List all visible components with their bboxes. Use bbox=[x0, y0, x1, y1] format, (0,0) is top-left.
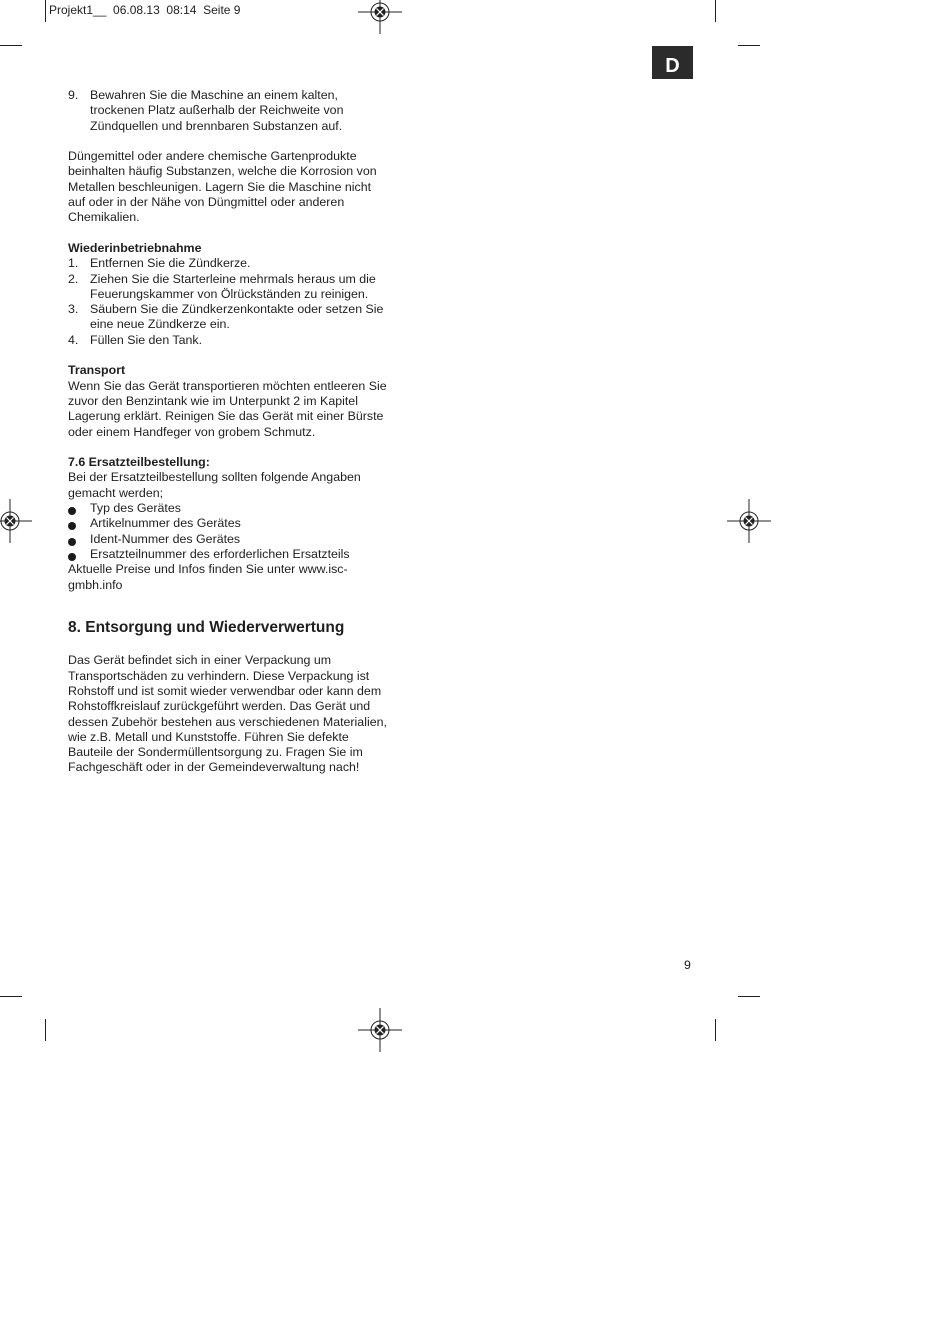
recommissioning-list bbox=[68, 256, 388, 348]
list-number: 2. bbox=[68, 271, 79, 286]
disposal-text: Das Gerät befindet sich in einer Verpackung um Transportschäden zu verhindern. Diese Verpackung ist Rohstoff und ist somit wieder verwendbar oder kann dem Rohstoffkreislauf zurückgeführt werden. Das Gerät und dessen Zubehör bestehen aus verschiedenen Materialien, wie z.B. Metall und Kunststoffe. Führen Sie defekte Bauteile der Sondermüllentsorgung zu. Fragen Sie im Fachgeschäft oder in der Gemeindeverwaltung nach! bbox=[68, 653, 387, 775]
bullet-icon bbox=[68, 553, 76, 561]
list-item-text: Typ des Gerätes bbox=[90, 501, 181, 516]
list-item-text: Bewahren Sie die Maschine an einem kalten, trockenen Platz außerhalb der Reichweite von Zündquellen und brennbaren Substanzen auf. bbox=[90, 88, 344, 133]
spare-parts-list bbox=[68, 501, 388, 562]
list-item-text: Ident-Nummer des Gerätes bbox=[90, 531, 241, 546]
bullet-icon bbox=[68, 522, 76, 530]
recommissioning-heading: Wiederinbetriebnahme bbox=[68, 240, 202, 255]
list-number: 9. bbox=[68, 88, 79, 102]
transport-heading: Transport bbox=[68, 363, 126, 378]
spare-parts-footer: Aktuelle Preise und Infos finden Sie unter www.isc-gmbh.info bbox=[68, 562, 348, 592]
list-item bbox=[68, 302, 388, 333]
list-item-text: Ersatzteilnummer des erforderlichen Ersatzteils bbox=[90, 546, 350, 561]
registration-mark-icon bbox=[727, 499, 771, 543]
list-item bbox=[68, 532, 388, 547]
list-item bbox=[68, 501, 388, 516]
bullet-icon bbox=[68, 507, 76, 515]
page-content bbox=[68, 88, 388, 776]
spare-parts-intro: Bei der Ersatzteilbestellung sollten folgende Angaben gemacht werden; bbox=[68, 470, 361, 500]
bullet-icon bbox=[68, 538, 76, 546]
disposal-heading: 8. Entsorgung und Wiederverwertung bbox=[68, 619, 345, 637]
list-item bbox=[68, 256, 388, 271]
list-number: 4. bbox=[68, 332, 79, 347]
print-header: Projekt1__ 06.08.13 08:14 Seite 9 bbox=[49, 3, 241, 17]
spare-parts-heading: 7.6 Ersatzteilbestellung: bbox=[68, 455, 210, 470]
registration-mark-icon bbox=[358, 0, 402, 34]
registration-mark-icon bbox=[0, 499, 32, 543]
list-item bbox=[68, 547, 388, 562]
fertilizer-note: Düngemittel oder andere chemische Gartenprodukte beinhalten häufig Substanzen, welche die Korrosion von Metallen beschleunigen. Lagern Sie die Maschine nicht auf oder in der Nähe von Düngmittel oder anderen Chemikalien. bbox=[68, 149, 377, 225]
list-item bbox=[68, 516, 388, 531]
list-item bbox=[68, 88, 388, 134]
registration-mark-icon bbox=[358, 1008, 402, 1052]
list-item bbox=[68, 333, 388, 348]
list-item bbox=[68, 272, 388, 303]
list-item-text: Säubern Sie die Zündkerzenkontakte oder setzen Sie eine neue Zündkerze ein. bbox=[90, 302, 384, 332]
list-number: 3. bbox=[68, 302, 79, 317]
page-number: 9 bbox=[684, 958, 691, 972]
list-item-text: Ziehen Sie die Starterleine mehrmals heraus um die Feuerungskammer von Ölrückständen zu reinigen. bbox=[90, 271, 376, 301]
language-tab: D bbox=[652, 46, 693, 79]
list-item-text: Füllen Sie den Tank. bbox=[90, 332, 203, 347]
list-item-text: Artikelnummer des Gerätes bbox=[90, 516, 241, 531]
list-item-text: Entfernen Sie die Zündkerze. bbox=[90, 256, 251, 271]
transport-text: Wenn Sie das Gerät transportieren möchten entleeren Sie zuvor den Benzintank wie im Unterpunkt 2 im Kapitel Lagerung erklärt. Reinigen Sie das Gerät mit einer Bürste oder einem Handfeger von grobem Schmutz. bbox=[68, 378, 387, 439]
list-number: 1. bbox=[68, 256, 79, 271]
